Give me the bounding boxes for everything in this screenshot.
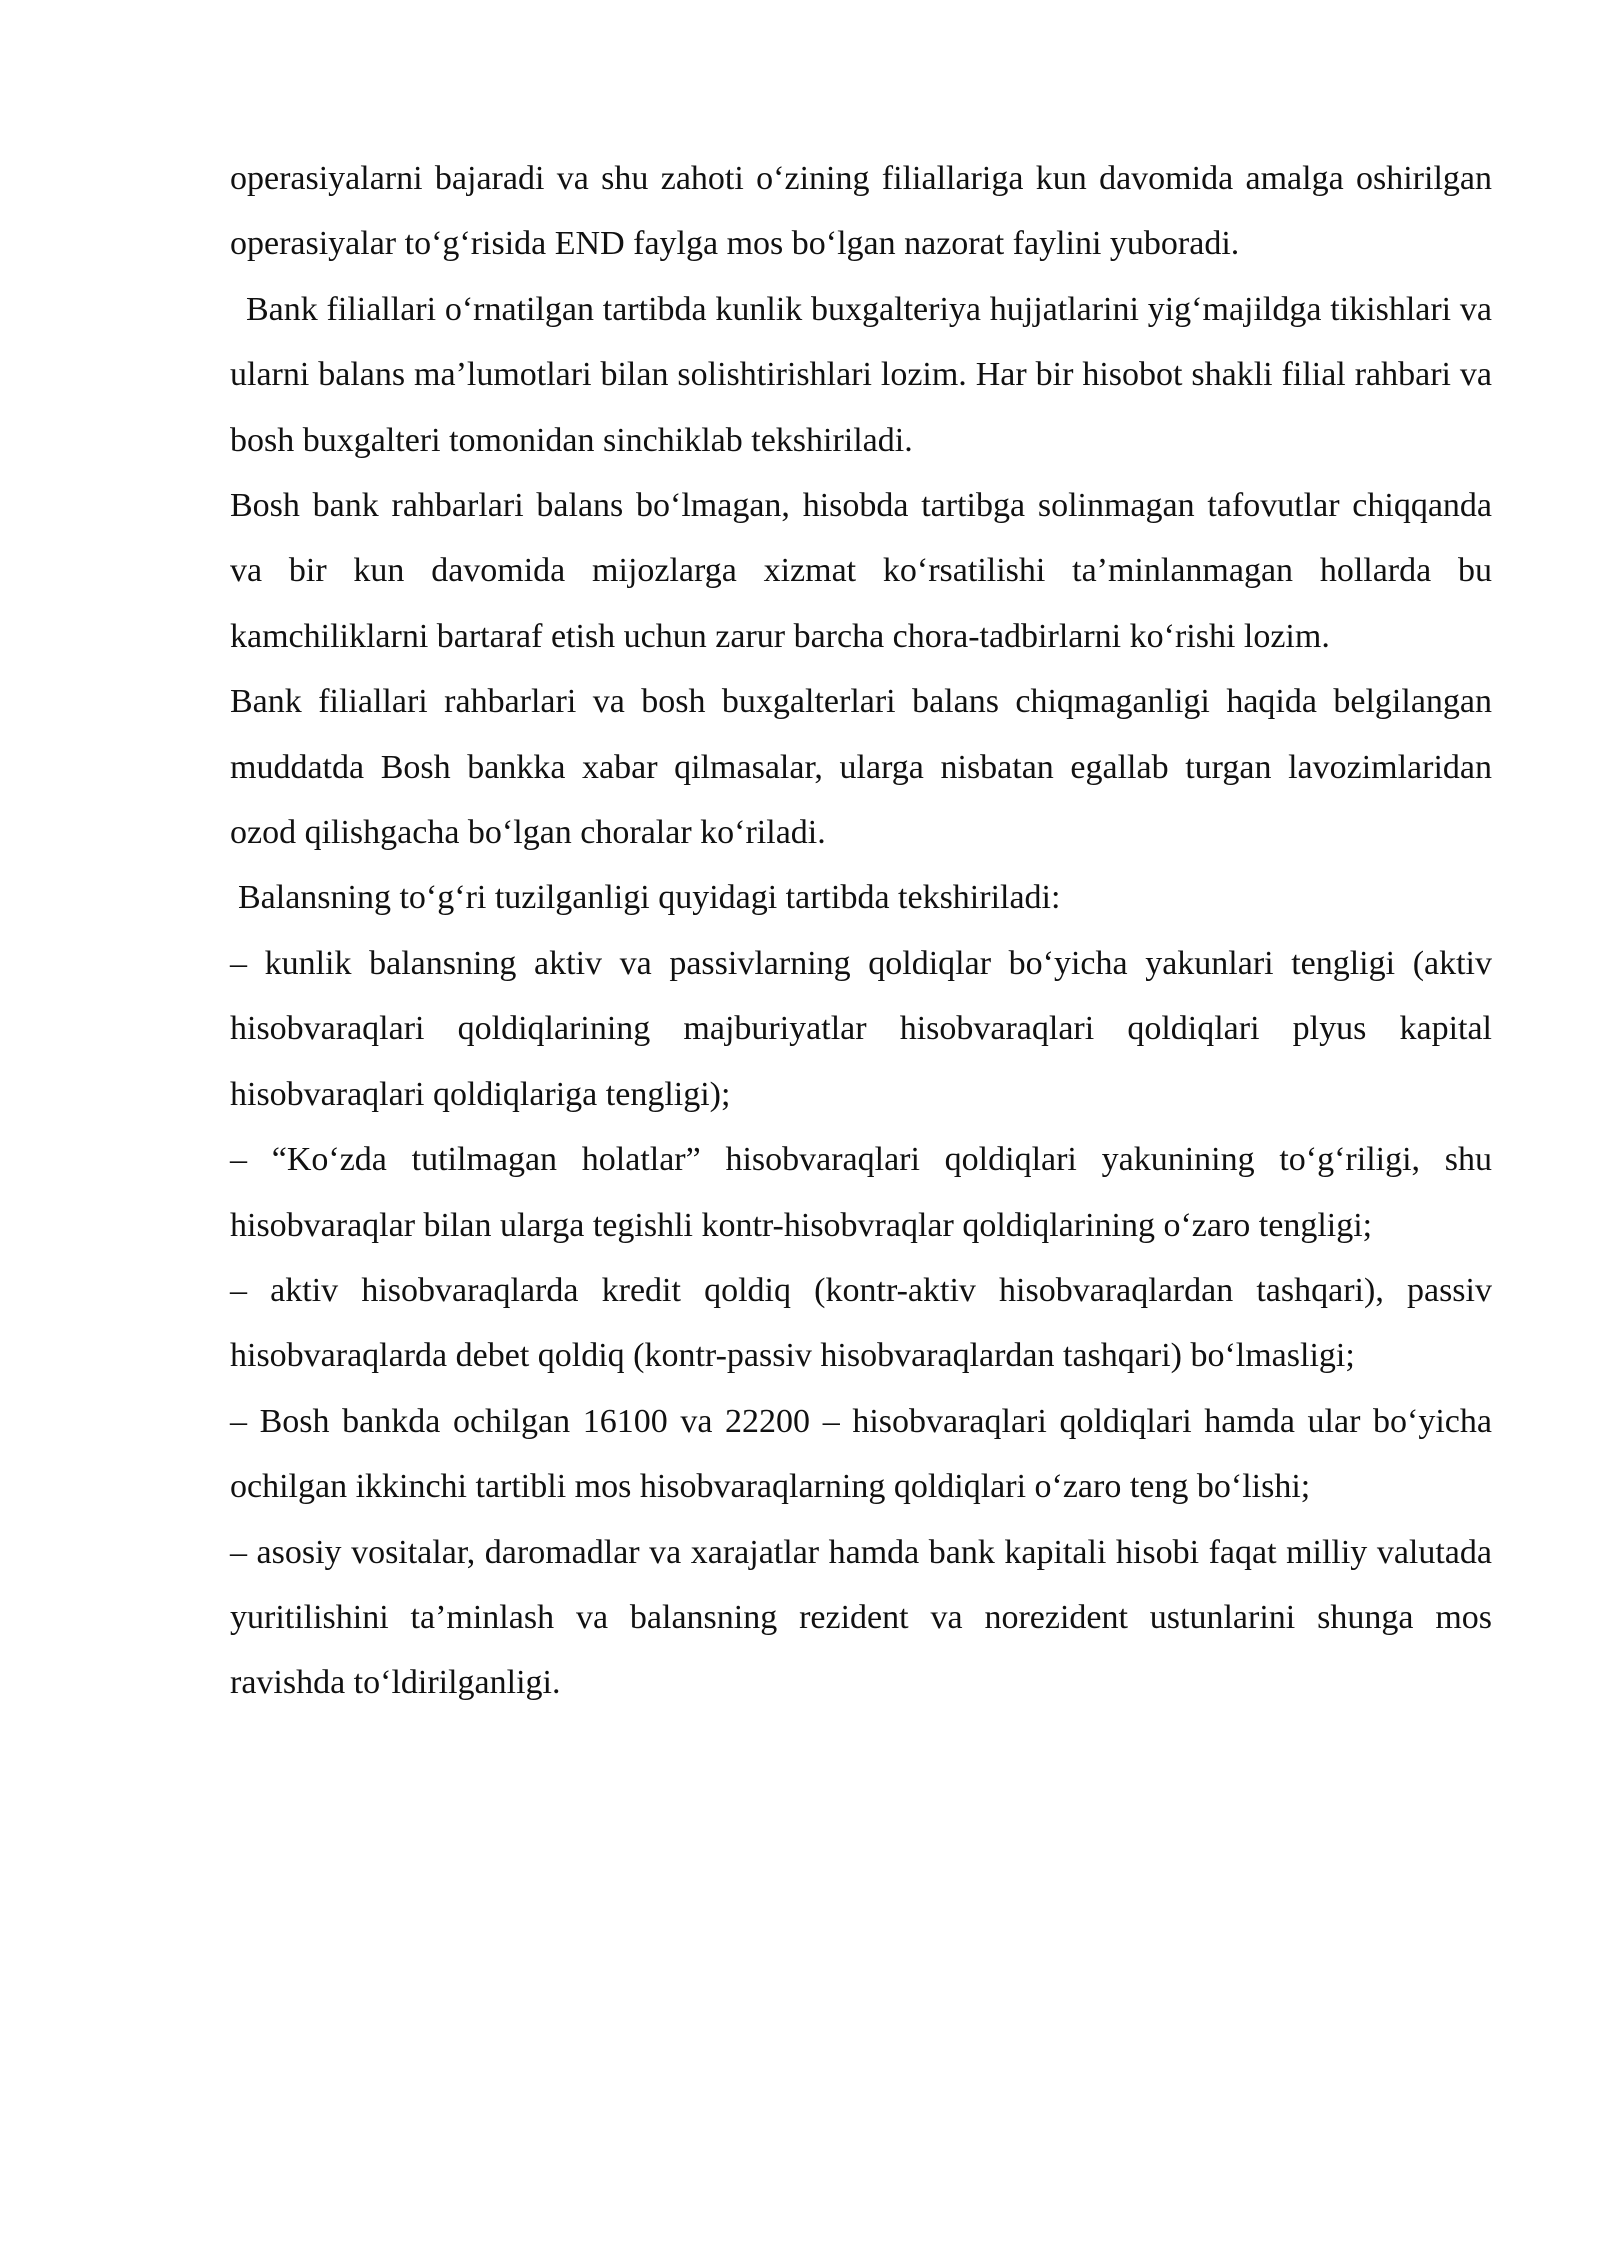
document-body [230, 146, 1492, 1716]
paragraph-5: Balansning to‘g‘ri tuzilganligi quyidagi tartibda tekshiriladi: [238, 879, 1061, 917]
list-item-1: – kunlik balansning aktiv va passivlarning qoldiqlar bo‘yicha yakunlari tengligi (aktiv hisobvaraqlari qoldiqlarining majburiyatlar hisobvaraqlari qoldiqlari plyus kapital hisobvaraqlari qoldiqlariga tengligi); [230, 944, 1492, 1113]
list-item-2: – “Ko‘zda tutilmagan holatlar” hisobvaraqlari qoldiqlari yakunining to‘g‘riligi, shu hisobvaraqlar bilan ularga tegishli kontr-hisobvraqlar qoldiqlarining o‘zaro tengligi; [230, 1141, 1492, 1244]
paragraph-1: operasiyalarni bajaradi va shu zahoti o‘zining filiallariga kun davomida amalga oshirilgan operasiyalar to‘g‘risida END faylga mos bo‘lgan nazorat faylini yuboradi. [230, 160, 1492, 263]
list-item-4: – Bosh bankda ochilgan 16100 va 22200 – hisobvaraqlari qoldiqlari hamda ular bo‘yicha ochilgan ikkinchi tartibli mos hisobvaraqlarning qoldiqlari o‘zaro teng bo‘lishi; [230, 1402, 1492, 1506]
list-item-5: – asosiy vositalar, daromadlar va xarajatlar hamda bank kapitali hisobi faqat milliy valutada yuritilishini ta’minlash va balansning rezident va norezident ustunlarini shunga mos ravishda to‘ldirilganligi. [230, 1533, 1492, 1702]
list-item-3: – aktiv hisobvaraqlarda kredit qoldiq (kontr-aktiv hisobvaraqlardan tashqari), passiv hisobvaraqlarda debet qoldiq (kontr-passiv hisobvaraqlardan tashqari) bo‘lmasligi; [230, 1271, 1492, 1375]
paragraph-4: Bank filiallari rahbarlari va bosh buxgalterlari balans chiqmaganligi haqida belgilangan muddatda Bosh bankka xabar qilmasalar, ularga nisbatan egallab turgan lavozimlaridan ozod qilishgacha bo‘lgan choralar ko‘riladi. [230, 683, 1492, 852]
paragraph-3: Bosh bank rahbarlari balans bo‘lmagan, hisobda tartibga solinmagan tafovutlar chiqqanda va bir kun davomida mijozlarga xizmat ko‘rsatilishi ta’minlanmagan hollarda bu kamchiliklarni bartaraf etish uchun zarur barcha chora-tadbirlarni ko‘rishi lozim. [230, 487, 1492, 655]
paragraph-2: Bank filiallari o‘rnatilgan tartibda kunlik buxgalteriya hujjatlarini yig‘majildga tikishlari va ularni balans ma’lumotlari bilan solishtirishlari lozim. Har bir hisobot shakli filial rahbari va bosh buxgalteri tomonidan sinchiklab tekshiriladi. [230, 290, 1492, 459]
